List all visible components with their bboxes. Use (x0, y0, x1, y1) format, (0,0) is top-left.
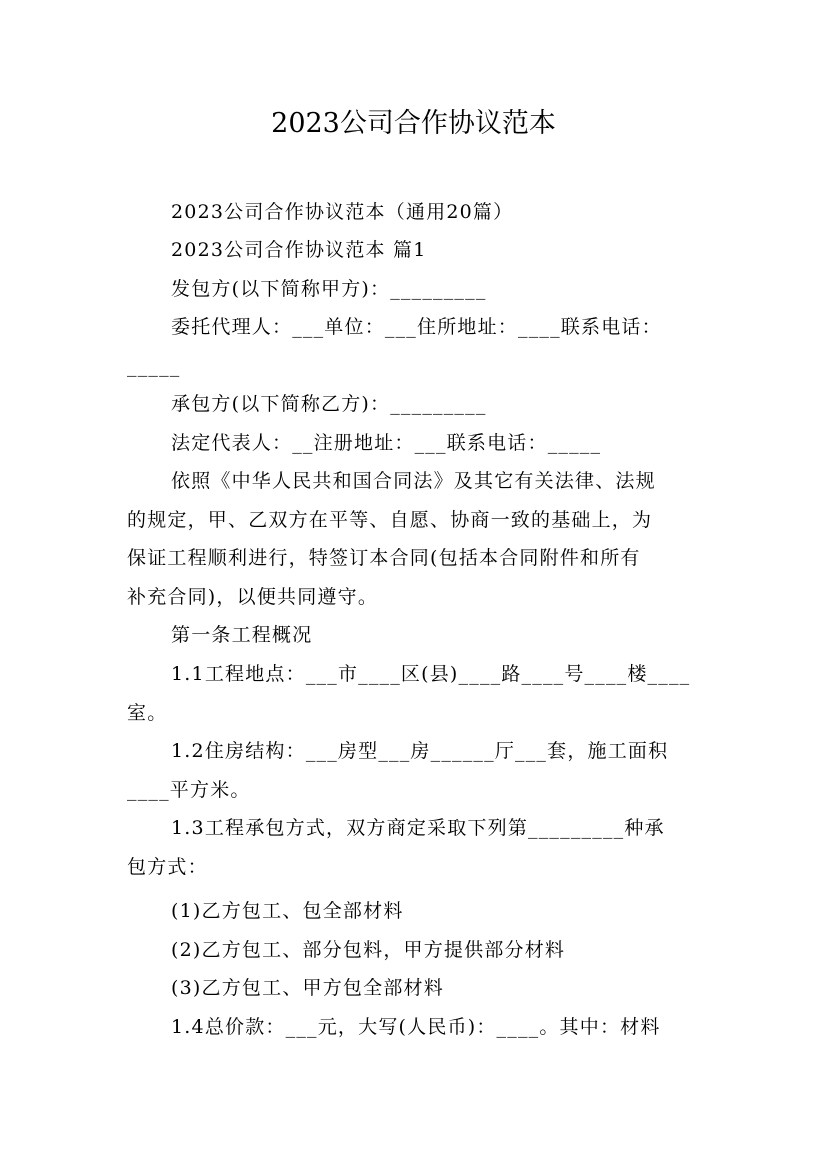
paragraph-6 (127, 424, 705, 463)
paragraph-line: _____ (127, 354, 181, 377)
paragraph-11 (127, 809, 705, 886)
paragraph-line: 2023公司合作协议范本（通用20篇） (171, 201, 514, 223)
paragraph-line: 发包方(以下简称甲方)：_________ (171, 278, 487, 300)
paragraph-line: 1.3工程承包方式，双方商定采取下列第_________种承 (171, 817, 665, 839)
paragraph-4 (127, 308, 705, 385)
document-title: 2023公司合作协议范本 (271, 108, 556, 139)
paragraph-line: 室。 (127, 701, 168, 724)
paragraph-line: (2)乙方包工、部分包料，甲方提供部分材料 (171, 939, 566, 961)
paragraph-line: 依照《中华人民共和国合同法》及其它有关法律、法规 (171, 470, 656, 492)
paragraph-line: 的规定，甲、乙双方在平等、自愿、协商一致的基础上，为 (127, 508, 653, 531)
paragraph-12 (127, 892, 705, 931)
paragraph-line: 承包方(以下简称乙方)：_________ (171, 393, 487, 415)
paragraph-1 (127, 193, 705, 232)
paragraph-9 (127, 655, 705, 732)
paragraph-2 (127, 231, 705, 270)
paragraph-line: (3)乙方包工、甲方包全部材料 (171, 977, 444, 999)
paragraph-14 (127, 969, 705, 1008)
paragraph-5 (127, 385, 705, 424)
paragraph-7 (127, 462, 705, 616)
paragraph-line: ____平方米。 (127, 778, 251, 801)
paragraph-line: 1.4总价款：___元，大写(人民币)：____。其中：材料 (171, 1016, 661, 1038)
paragraph-line: 1.1工程地点：___市____区(县)____路____号____楼____ (171, 663, 691, 685)
paragraph-line: 补充合同)，以便共同遵守。 (127, 585, 379, 608)
paragraph-line: 2023公司合作协议范本 篇1 (171, 239, 427, 261)
paragraph-10 (127, 732, 705, 809)
paragraph-3 (127, 270, 705, 309)
paragraph-line: 法定代表人：__注册地址：___联系电话：_____ (171, 432, 602, 454)
paragraph-line: (1)乙方包工、包全部材料 (171, 900, 404, 922)
paragraph-13 (127, 931, 705, 970)
paragraph-line: 保证工程顺利进行，特签订本合同(包括本合同附件和所有 (127, 547, 641, 569)
paragraph-line: 包方式： (127, 855, 208, 878)
paragraph-15 (127, 1008, 705, 1047)
paragraph-line: 委托代理人：___单位：___住所地址：____联系电话： (171, 316, 662, 338)
paragraph-8 (127, 616, 705, 655)
paragraph-line: 第一条工程概况 (171, 624, 313, 646)
paragraph-line: 1.2住房结构：___房型___房______厅___套，施工面积 (171, 740, 669, 762)
